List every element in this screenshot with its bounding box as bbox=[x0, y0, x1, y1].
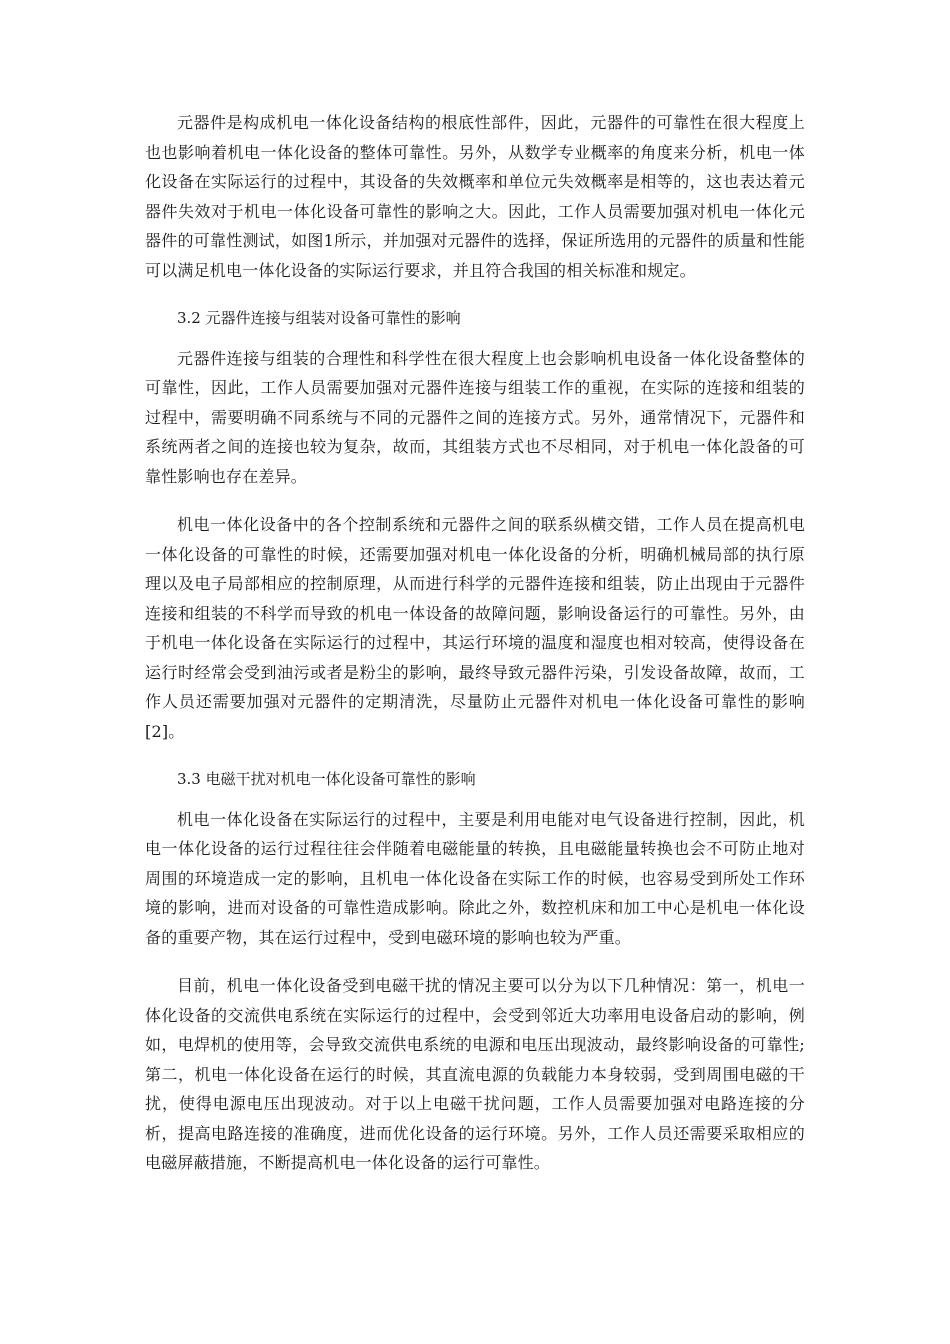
paragraph-electromagnetic-effects: 机电一体化设备在实际运行的过程中，主要是利用电能对电气设备进行控制，因此，机电一体化设备的运行过程往往会伴随着电磁能量的转换，且电磁能量转换也会不可防止地对周围的环境造成一定的影响，且机电一体化设备在实际工作的时候，也容易受到所处工作环境的影响，进而对设备的可靠性造成影响。除此之外，数控机床和加工中心是机电一体化设备的重要产物，其在运行过程中，受到电磁环境的影响也较为严重。 bbox=[145, 809, 805, 947]
paragraph-component-reliability: 元器件是构成机电一体化设备结构的根底性部件，因此，元器件的可靠性在很大程度上也也影响着机电一体化设备的整体可靠性。另外，从数学专业概率的角度来分析，机电一体化设备在实际运行的过程中，其设备的失效概率和单位元失效概率是相等的，这也表达着元器件失效对于机电一体化设备可靠性的影响之大。因此，工作人员需要加强对机电一体化元器件的可靠性测试，如图1所示，并加强对元器件的选择，保证所选用的元器件的质量和性能可以满足机电一体化设备的实际运行要求，并且符合我国的相关标准和规定。 bbox=[145, 113, 805, 280]
section-heading-3-2: 3.2 元器件连接与组装对设备可靠性的影响 bbox=[177, 309, 461, 327]
document-page bbox=[145, 108, 805, 1178]
paragraph-interference-types: 目前，机电一体化设备受到电磁干扰的情况主要可以分为以下几种情况：第一，机电一体化设备的交流供电系统在实际运行的过程中，会受到邻近大功率用电设备启动的影响，例如，电焊机的使用等，会导致交流供电系统的电源和电压出现波动，最终影响设备的可靠性;第二，机电一体化设备在运行的时候，其直流电源的负载能力本身较弱，受到周围电磁的干扰，使得电源电压出现波动。对于以上电磁干扰问题，工作人员需要加强对电路连接的分析，提高电路连接的准确度，进而优化设备的运行环境。另外，工作人员还需要采取相应的电磁屏蔽措施，不断提高机电一体化设备的运行可靠性。 bbox=[145, 976, 805, 1172]
paragraph-connection-assembly: 元器件连接与组装的合理性和科学性在很大程度上也会影响机电设备一体化设备整体的可靠性，因此，工作人员需要加强对元器件连接与组装工作的重视，在实际的连接和组装的过程中，需要明确不同系统与不同的元器件之间的连接方式。另外，通常情况下，元器件和系统两者之间的连接也较为复杂，故而，其组装方式也不尽相同，对于机电一体化設备的可靠性影响也存在差异。 bbox=[145, 348, 805, 486]
paragraph-control-systems: 机电一体化设备中的各个控制系统和元器件之间的联系纵横交错，工作人员在提高机电一体化设备的可靠性的时候，还需要加强对机电一体化设备的分析，明确机械局部的执行原理以及电子局部相应的控制原理，从而进行科学的元器件连接和组装，防止出现由于元器件连接和组装的不科学而导致的机电一体设备的故障问题，影响设备运行的可靠性。另外，由于机电一体化设备在实际运行的过程中，其运行环境的温度和湿度也相对较高，使得设备在运行时经常会受到油污或者是粉尘的影响，最终导致元器件污染，引发设备故障，故而，工作人员还需要加强对元器件的定期清洗，尽量防止元器件对机电一体化设备可靠性的影响[2]。 bbox=[145, 515, 805, 741]
section-heading-3-3: 3.3 电磁干扰对机电一体化设备可靠性的影响 bbox=[177, 770, 476, 788]
